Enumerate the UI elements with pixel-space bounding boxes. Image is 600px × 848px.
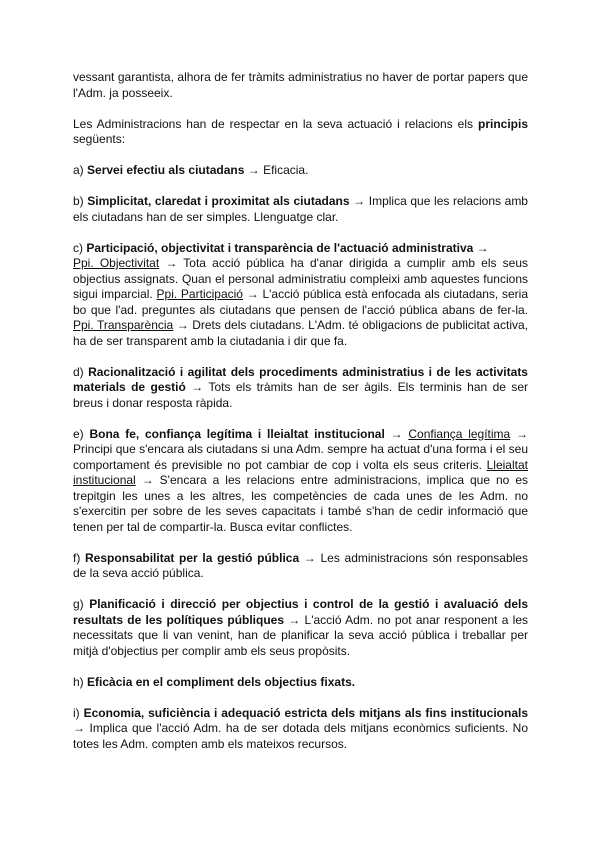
principle-title: Economia, suficiència i adequació estricta dels mitjans als fins institucionals: [83, 705, 528, 720]
item-letter: g): [73, 597, 90, 611]
principle-title: Racionalització i agilitat dels procediments administratius i de les activitats materials de gestió: [73, 364, 528, 394]
text: vessant garantista, alhora de fer tràmits administratius no haver de portar papers que l'Adm. ja posseeix.: [73, 70, 528, 100]
principle-title: Planificació i direcció per objectius i control de la gestió i avaluació dels resultats de les polítiques públiques: [73, 597, 528, 627]
principle-title: Participació, objectivitat i transparència de l'actuació administrativa →: [86, 240, 489, 255]
arrow: →: [384, 426, 409, 441]
item-letter: i): [73, 705, 84, 720]
bold-term: principis: [477, 116, 528, 131]
subprinciple-objectivitat: Ppi. Objectivitat: [73, 256, 160, 270]
principle-b: [73, 194, 528, 225]
principle-description: → Les administracions són responsables de la seva acció pública.: [73, 550, 528, 580]
subprinciple-transparencia: Ppi. Transparència: [73, 318, 174, 332]
subprinciple-confianca-legitima: Confiança legítima: [408, 426, 511, 441]
item-letter: a): [73, 163, 88, 177]
principle-description: → S'encara a les relacions entre administracions, implica que no es trepitgin les unes a les altres, les competències de cada unes de les Adm. no s'exercitin per sobre de les seves capacitats i també s'han de cedir informació que tenen per tal de compartir-la. Busca evitar conflictes.: [73, 473, 528, 534]
principle-description: → Eficacia.: [244, 163, 309, 177]
item-letter: f): [73, 550, 86, 565]
principle-d: [73, 365, 528, 412]
principle-h: [73, 675, 528, 691]
principle-i: [73, 706, 528, 753]
principle-description: → Implica que les relacions amb els ciutadans han de ser simples. Llenguatge clar.: [73, 194, 528, 224]
item-letter: d): [73, 364, 89, 379]
principle-description: → Tota acció pública ha d'anar dirigida a cumplir amb els seus objectius assignats. Quan el personal administratiu compleixi amb aquestes funcions sigui imparcial.: [73, 256, 528, 301]
item-letter: b): [73, 194, 88, 208]
text: Les Administracions han de respectar en la seva actuació i relacions els: [73, 116, 478, 131]
subprinciple-participacio: Ppi. Participació: [156, 287, 243, 301]
principle-description: → Principi que s'encara als ciutadans si una Adm. sempre ha actuat d'una forma i el seu comportament és previsible no pot cambiar de cop i volta els seus criteris.: [73, 426, 528, 472]
item-letter: c): [73, 240, 87, 255]
principle-description: → Tots els tràmits han de ser àgils. Els terminis han de ser breus i donar resposta ràpida.: [73, 380, 528, 410]
principle-title: Servei efectiu als ciutadans: [87, 163, 245, 177]
principle-description: → L'acció Adm. no pot anar responent a les necessitats que li van venint, han de planificar la seva acció pública i treballar per mitjà d'objectius per complir amb els seus propòsits.: [73, 612, 529, 658]
principle-f: [73, 551, 528, 582]
principle-title: Bona fe, confiança legítima i lleialtat institucional: [89, 426, 385, 441]
subprinciple-lleialtat-institucional: Lleialtat institucional: [73, 457, 528, 487]
principle-e: [73, 427, 528, 536]
principle-g: [73, 597, 528, 659]
principle-title: Eficàcia en el compliment dels objectius fixats.: [87, 674, 356, 689]
principle-c: [73, 241, 528, 350]
text: següents:: [73, 132, 126, 146]
principle-a: [73, 163, 528, 179]
paragraph-principles-intro: [73, 117, 528, 148]
paragraph-intro-continuation: [73, 70, 528, 101]
principle-description: → Implica que l'acció Adm. ha de ser dotada dels mitjans econòmics suficients. No totes les Adm. compten amb els mateixos recursos.: [73, 721, 528, 751]
principle-title: Simplicitat, claredat i proximitat als ciutadans: [87, 194, 350, 208]
item-letter: h): [73, 674, 88, 689]
principle-description: → Drets dels ciutadans. L'Adm. té obligacions de publicitat activa, ha de ser transparent amb la ciutadania i dir que fa.: [73, 318, 528, 348]
principle-description: → L'acció pública està enfocada als ciutadans, seria bo que l'ad. preguntes als ciutadans que pensen de l'acció pública abans de fer-la.: [73, 287, 528, 317]
principle-title: Responsabilitat per la gestió pública: [85, 550, 300, 565]
item-letter: e): [73, 426, 90, 441]
